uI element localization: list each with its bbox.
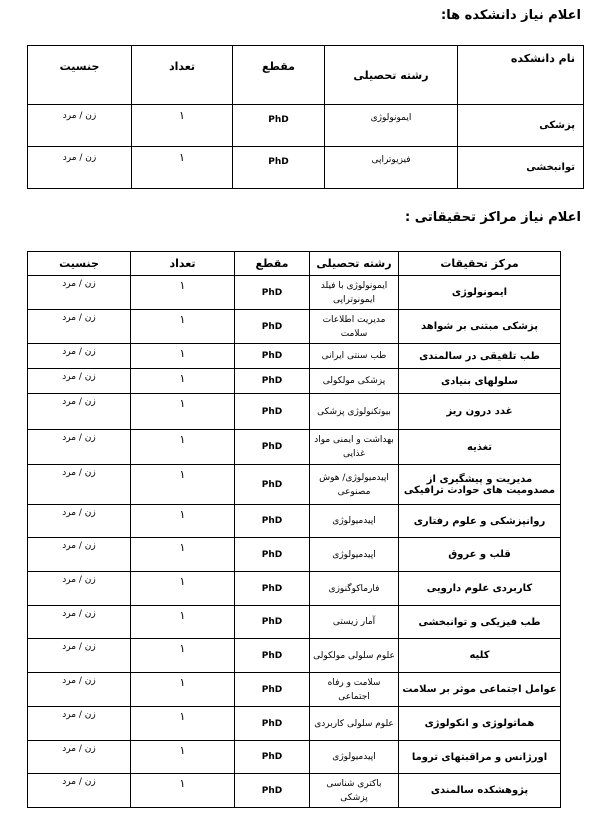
count: ۱: [131, 276, 235, 310]
degree: PhD: [233, 147, 325, 189]
field: علوم سلولی مولکولی: [310, 639, 399, 673]
count: ۱: [131, 606, 235, 639]
degree: PhD: [235, 505, 310, 538]
center-name: پزشکی مبتنی بر شواهد: [399, 310, 561, 344]
field: بیوتکنولوژی پزشکی: [310, 394, 399, 430]
center-name: طب تلفیقی در سالمندی: [399, 344, 561, 369]
table-row: [28, 369, 561, 394]
field: اپیدمیولوژی/ هوش مصنوعی: [310, 465, 399, 505]
header-field: رشته تحصیلی: [325, 46, 458, 105]
center-name: مدیریت و پیشگیری از مصدومیت های حوادث ترافیکی: [399, 465, 561, 505]
gender: زن / مرد: [28, 344, 131, 369]
degree: PhD: [235, 344, 310, 369]
gender: زن / مرد: [28, 147, 132, 189]
field: اپیدمیولوژی: [310, 538, 399, 572]
count: ۱: [131, 538, 235, 572]
gender: زن / مرد: [28, 572, 131, 606]
degree: PhD: [235, 276, 310, 310]
degree: PhD: [235, 606, 310, 639]
degree: PhD: [235, 741, 310, 774]
gender: زن / مرد: [28, 369, 131, 394]
table-header-row: [28, 46, 584, 105]
degree: PhD: [235, 430, 310, 465]
field: آمار زیستی: [310, 606, 399, 639]
field: اپیدمیولوژی: [310, 505, 399, 538]
count: ۱: [131, 394, 235, 430]
field: مدیریت اطلاعات سلامت: [310, 310, 399, 344]
header-count: تعداد: [131, 252, 235, 276]
degree: PhD: [235, 369, 310, 394]
field: ایمونولوژی: [325, 105, 458, 147]
degree: PhD: [233, 105, 325, 147]
count: ۱: [131, 430, 235, 465]
header-gender: جنسیت: [28, 46, 132, 105]
table-row: [28, 105, 584, 147]
degree: PhD: [235, 465, 310, 505]
center-name: غدد درون ریز: [399, 394, 561, 430]
gender: زن / مرد: [28, 774, 131, 808]
count: ۱: [131, 639, 235, 673]
table-row: [28, 310, 561, 344]
count: ۱: [131, 369, 235, 394]
faculty-name: پزشکی: [458, 105, 584, 147]
degree: PhD: [235, 572, 310, 606]
field: علوم سلولی کاربردی: [310, 707, 399, 741]
gender: زن / مرد: [28, 465, 131, 505]
table-row: [28, 707, 561, 741]
center-name: قلب و عروق: [399, 538, 561, 572]
center-name: اورژانس و مراقبتهای تروما: [399, 741, 561, 774]
gender: زن / مرد: [28, 505, 131, 538]
count: ۱: [131, 344, 235, 369]
table-row: [28, 394, 561, 430]
header-count: تعداد: [132, 46, 233, 105]
table-row: [28, 344, 561, 369]
count: ۱: [131, 707, 235, 741]
gender: زن / مرد: [28, 707, 131, 741]
center-name: کلیه: [399, 639, 561, 673]
table-row: [28, 505, 561, 538]
field: باکتری شناسی پزشکی: [310, 774, 399, 808]
count: ۱: [132, 105, 233, 147]
header-degree: مقطع: [235, 252, 310, 276]
degree: PhD: [235, 310, 310, 344]
field: سلامت و رفاه اجتماعی: [310, 673, 399, 707]
field: طب سنتی ایرانی: [310, 344, 399, 369]
degree: PhD: [235, 538, 310, 572]
degree: PhD: [235, 774, 310, 808]
research-centers-table: [27, 251, 561, 808]
center-name: سلولهای بنیادی: [399, 369, 561, 394]
field: اپیدمیولوژی: [310, 741, 399, 774]
center-name: ایمونولوژی: [399, 276, 561, 310]
header-field: رشته تحصیلی: [310, 252, 399, 276]
gender: زن / مرد: [28, 105, 132, 147]
header-center-name: مرکز تحقیقات: [399, 252, 561, 276]
field: پزشکی مولکولی: [310, 369, 399, 394]
center-name: کاربردی علوم دارویی: [399, 572, 561, 606]
faculties-table: [27, 45, 584, 189]
center-name: پژوهشکده سالمندی: [399, 774, 561, 808]
table-row: [28, 639, 561, 673]
count: ۱: [132, 147, 233, 189]
gender: زن / مرد: [28, 276, 131, 310]
field: ایمونولوژی با فیلد ایمونوتراپی: [310, 276, 399, 310]
count: ۱: [131, 673, 235, 707]
gender: زن / مرد: [28, 430, 131, 465]
gender: زن / مرد: [28, 310, 131, 344]
table-row: [28, 465, 561, 505]
center-name: تغذیه: [399, 430, 561, 465]
degree: PhD: [235, 394, 310, 430]
field: فیزیوتراپی: [325, 147, 458, 189]
table-row: [28, 606, 561, 639]
gender: زن / مرد: [28, 673, 131, 707]
gender: زن / مرد: [28, 606, 131, 639]
gender: زن / مرد: [28, 538, 131, 572]
faculties-heading: اعلام نیاز دانشکده ها:: [441, 8, 581, 23]
table-row: [28, 741, 561, 774]
count: ۱: [131, 505, 235, 538]
faculty-name: توانبخشی: [458, 147, 584, 189]
count: ۱: [131, 774, 235, 808]
table-row: [28, 276, 561, 310]
gender: زن / مرد: [28, 394, 131, 430]
research-centers-heading: اعلام نیاز مراکز تحقیقاتی :: [404, 210, 581, 225]
count: ۱: [131, 741, 235, 774]
table-row: [28, 774, 561, 808]
center-name: طب فیزیکی و توانبخشی: [399, 606, 561, 639]
research-centers-body: [28, 276, 561, 808]
count: ۱: [131, 572, 235, 606]
table-row: [28, 538, 561, 572]
table-row: [28, 430, 561, 465]
degree: PhD: [235, 639, 310, 673]
count: ۱: [131, 465, 235, 505]
degree: PhD: [235, 707, 310, 741]
header-faculty-name: نام دانشکده: [458, 46, 584, 105]
header-degree: مقطع: [233, 46, 325, 105]
center-name: روانپزشکی و علوم رفتاری: [399, 505, 561, 538]
center-name: عوامل اجتماعی موثر بر سلامت: [399, 673, 561, 707]
table-row: [28, 572, 561, 606]
table-header-row: [28, 252, 561, 276]
table-row: [28, 673, 561, 707]
degree: PhD: [235, 673, 310, 707]
center-name: هماتولوژی و انکولوژی: [399, 707, 561, 741]
table-row: [28, 147, 584, 189]
field: بهداشت و ایمنی مواد غذایی: [310, 430, 399, 465]
gender: زن / مرد: [28, 741, 131, 774]
count: ۱: [131, 310, 235, 344]
field: فارماکوگنوزی: [310, 572, 399, 606]
header-gender: جنسیت: [28, 252, 131, 276]
gender: زن / مرد: [28, 639, 131, 673]
